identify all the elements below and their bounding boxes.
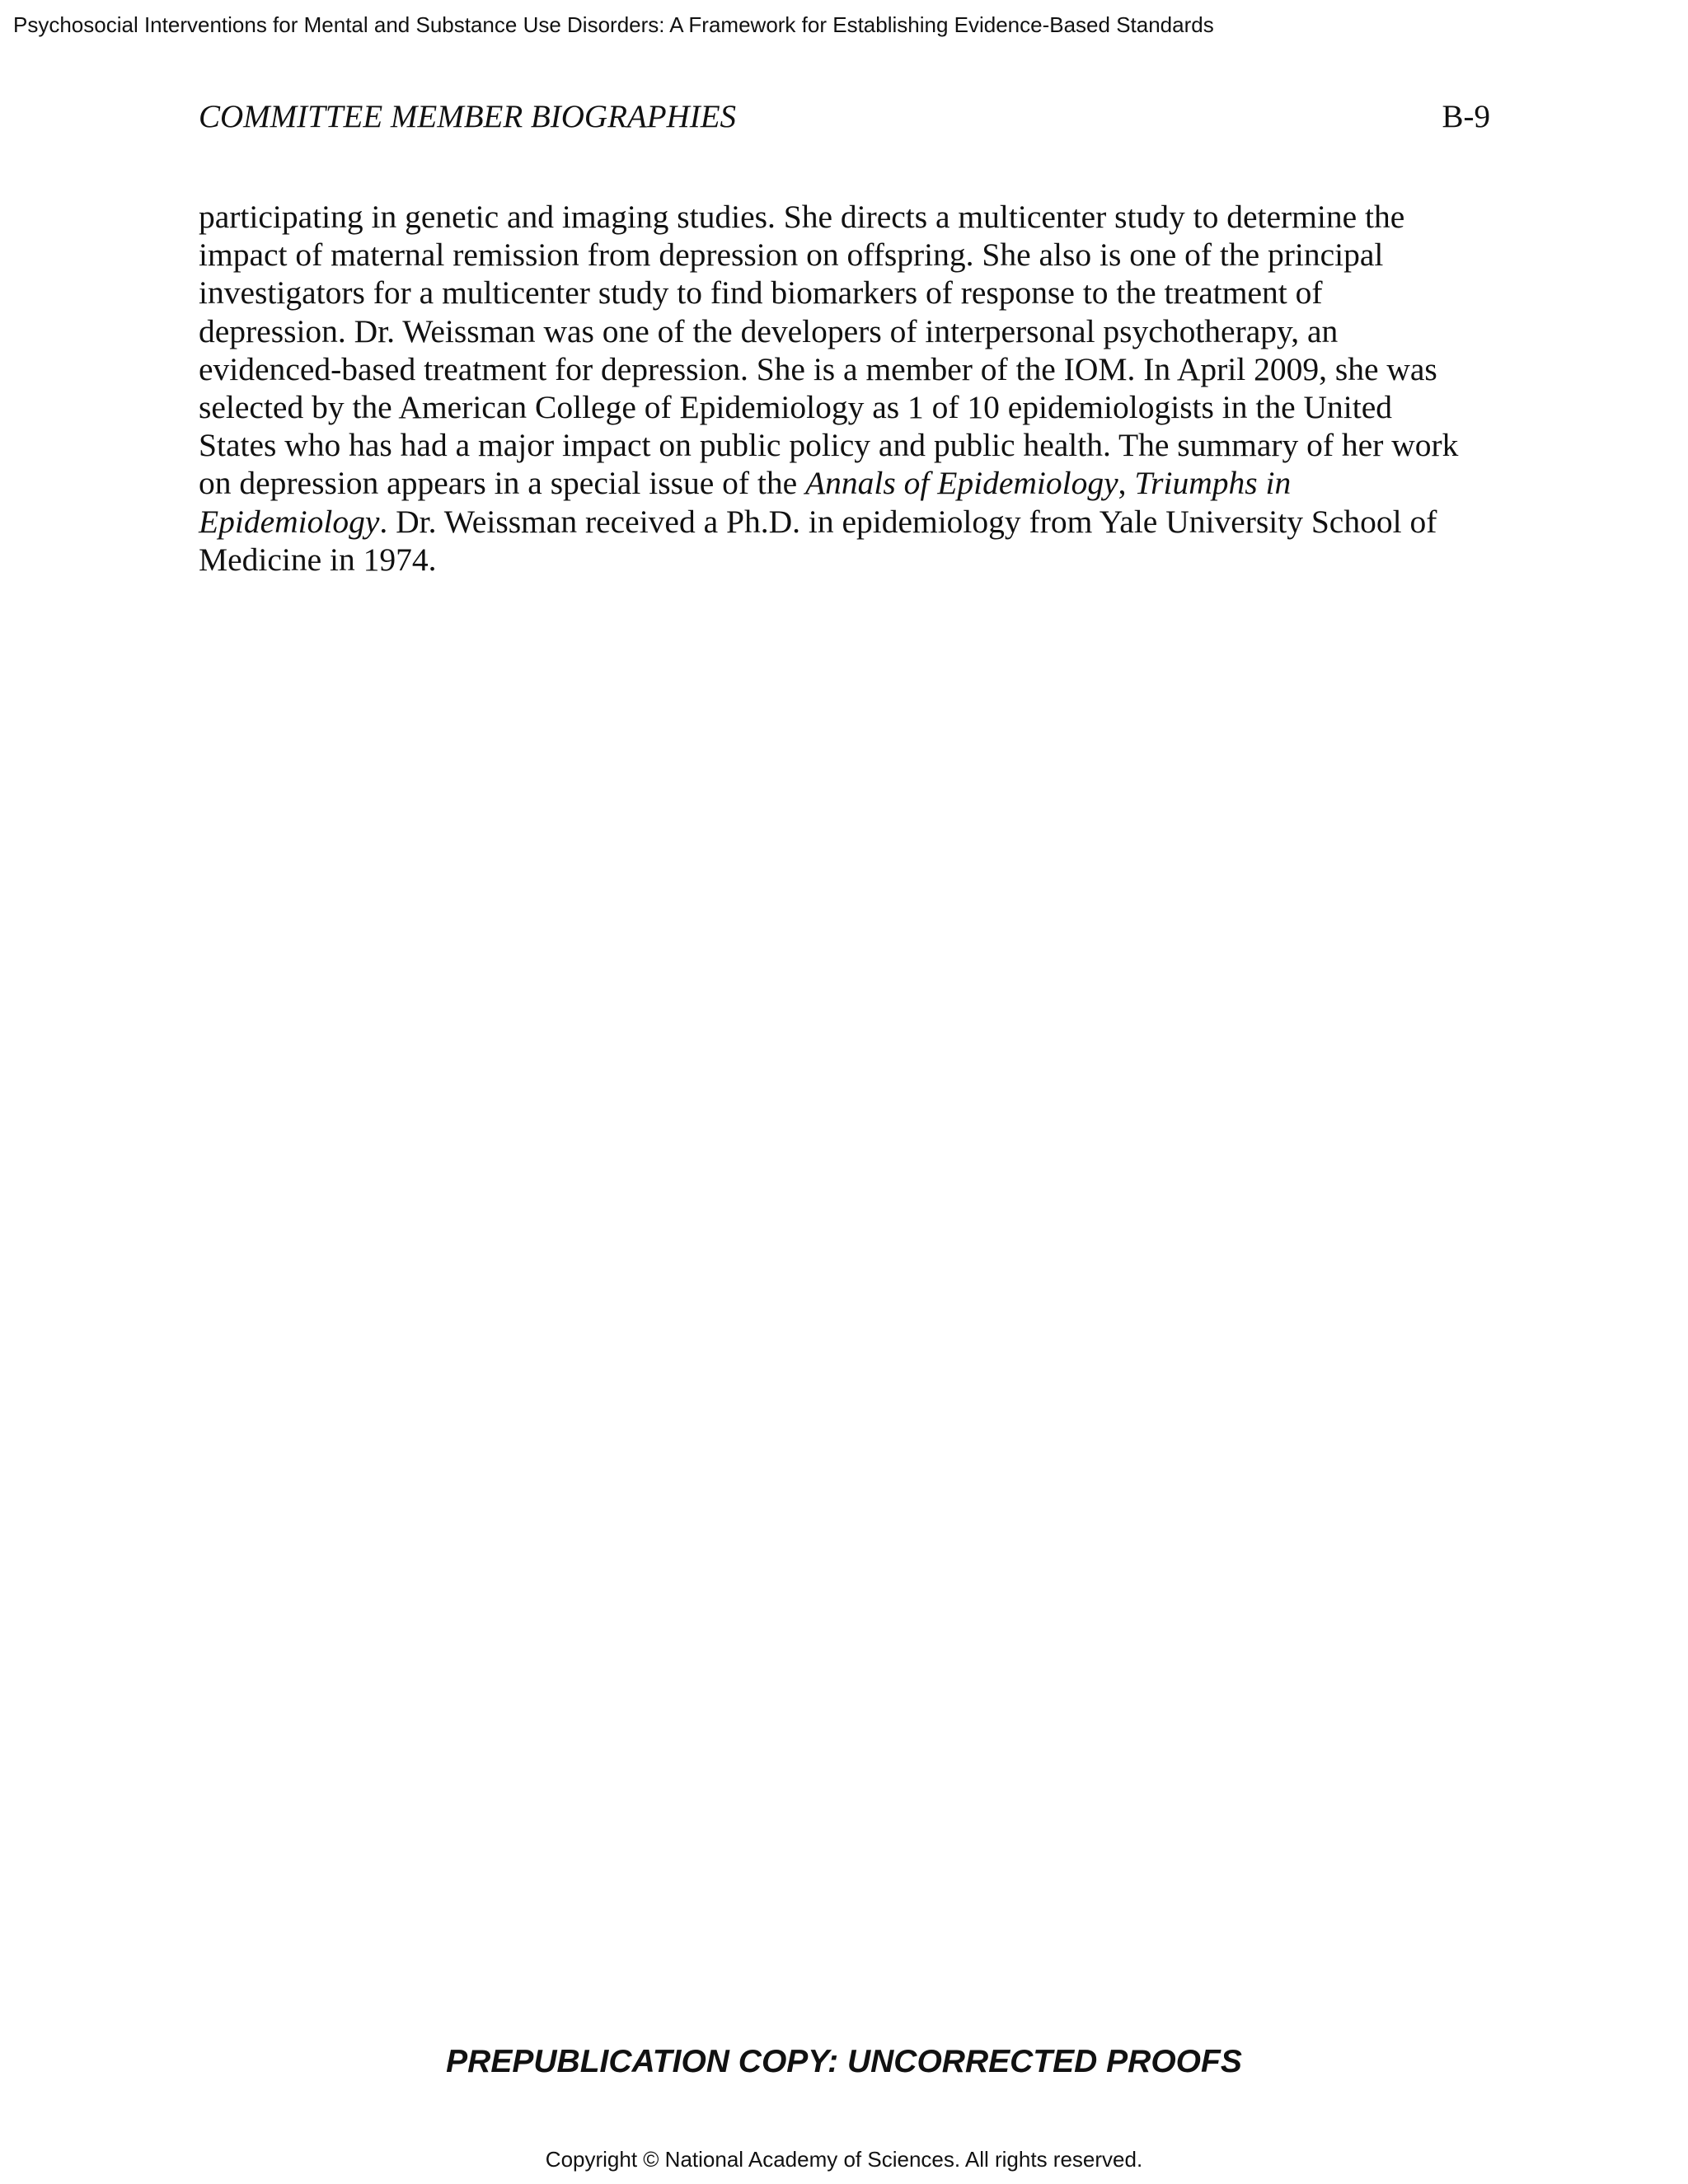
issue-title: Epidemiology (199, 503, 380, 540)
paragraph-line: selected by the American College of Epidemiology as 1 of 10 epidemiologists in the United (199, 389, 1393, 426)
page-number: B-9 (1442, 99, 1490, 134)
paragraph-line: impact of maternal remission from depression on offspring. She also is one of the principal (199, 237, 1384, 274)
journal-name: Annals of Epidemiology (805, 465, 1118, 502)
line-text: , (1118, 465, 1135, 502)
line-text: on depression appears in a special issue of the (199, 465, 806, 502)
paragraph-line: Medicine in 1974. (199, 541, 437, 578)
paragraph-line (199, 464, 1490, 502)
line-text: . Dr. Weissman received a Ph.D. in epidemiology from Yale University School of (379, 503, 1437, 540)
section-title: COMMITTEE MEMBER BIOGRAPHIES (199, 99, 737, 134)
running-head (199, 97, 1490, 137)
paragraph-line: participating in genetic and imaging studies. She directs a multicenter study to determine the (199, 199, 1405, 235)
paragraph-line: depression. Dr. Weissman was one of the developers of interpersonal psychotherapy, an (199, 312, 1339, 349)
biography-paragraph (199, 198, 1490, 579)
paragraph-line: States who has had a major impact on public policy and public health. The summary of her work (199, 427, 1459, 464)
document-title-banner: Psychosocial Interventions for Mental and Substance Use Disorders: A Framework for Establishing Evidence-Based Standards (13, 12, 1214, 37)
paragraph-line (199, 503, 1490, 541)
prepublication-notice: PREPUBLICATION COPY: UNCORRECTED PROOFS (446, 2044, 1242, 2079)
issue-title: Triumphs in (1134, 465, 1292, 502)
paragraph-line: investigators for a multicenter study to find biomarkers of response to the treatment of (199, 274, 1323, 312)
paragraph-line: evidenced-based treatment for depression. She is a member of the IOM. In April 2009, she was (199, 350, 1437, 387)
copyright-notice: Copyright © National Academy of Sciences. All rights reserved. (545, 2147, 1143, 2172)
